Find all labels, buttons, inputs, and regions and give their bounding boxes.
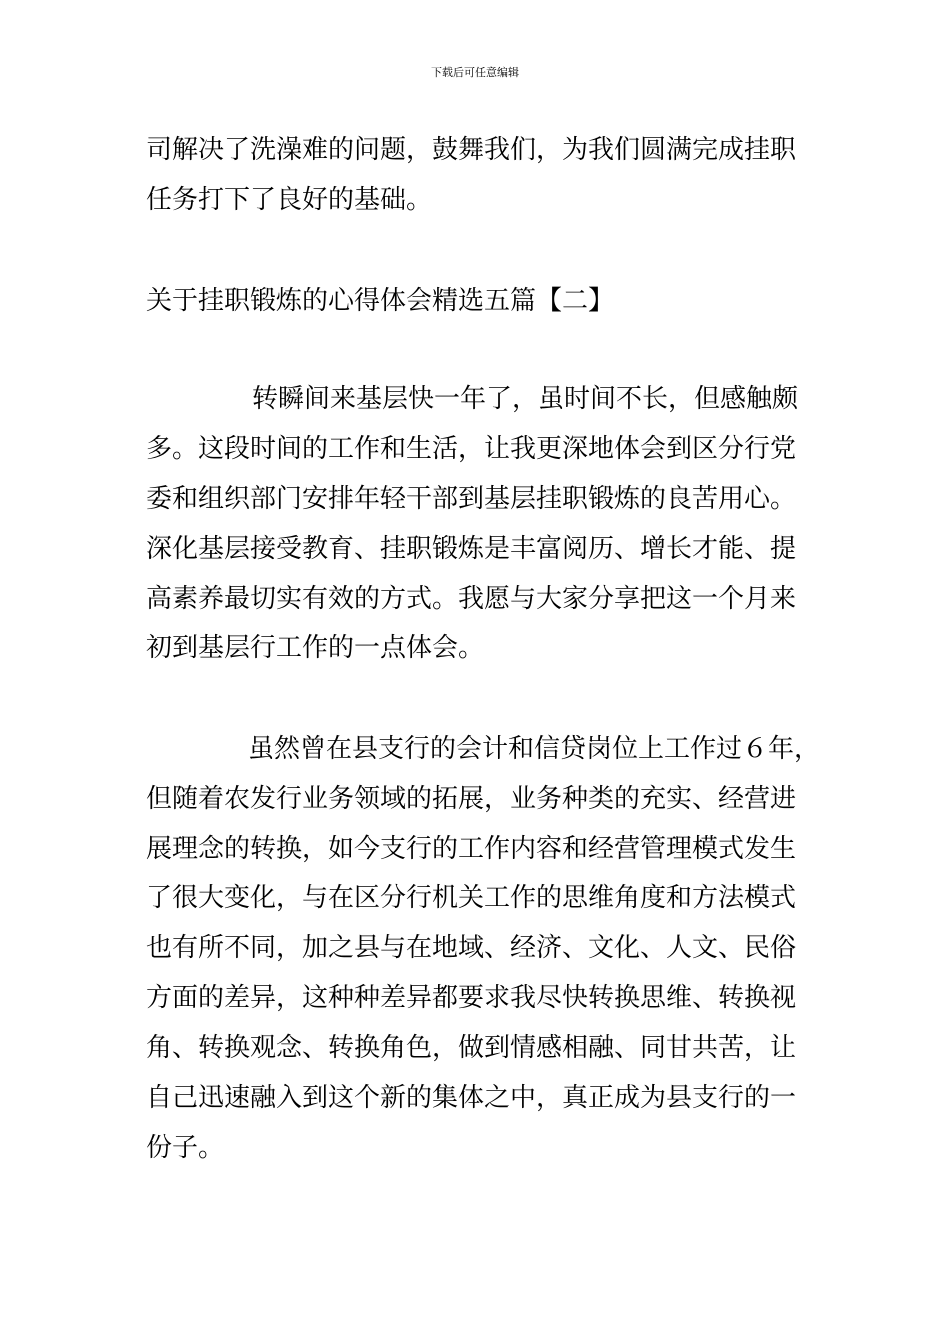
text-line: 也有所不同，加之县与在地域、经济、文化、人文、民俗 bbox=[146, 933, 797, 963]
text-line: 任务打下了良好的基础。 bbox=[146, 185, 433, 215]
header-note: 下载后可任意编辑 bbox=[431, 66, 519, 79]
text-line: 自己迅速融入到这个新的集体之中，真正成为县支行的一 bbox=[146, 1083, 797, 1113]
text-line: 角、转换观念、转换角色，做到情感相融、同甘共苦，让 bbox=[146, 1033, 797, 1063]
text-line: 方面的差异，这种种差异都要求我尽快转换思维、转换视 bbox=[146, 983, 797, 1013]
text-line: 了很大变化，与在区分行机关工作的思维角度和方法模式 bbox=[146, 883, 797, 913]
text-line: 虽然曾在县支行的会计和信贷岗位上工作过６年， bbox=[248, 734, 821, 764]
text-line: 初到基层行工作的一点体会。 bbox=[146, 633, 485, 663]
text-line: 多。这段时间的工作和生活，让我更深地体会到区分行党 bbox=[146, 434, 797, 464]
text-line: 高素养最切实有效的方式。我愿与大家分享把这一个月来 bbox=[146, 584, 797, 614]
text-line: 司解决了洗澡难的问题，鼓舞我们，为我们圆满完成挂职 bbox=[146, 135, 797, 165]
text-line: 但随着农发行业务领域的拓展，业务种类的充实、经营进 bbox=[146, 784, 797, 814]
section-title: 关于挂职锻炼的心得体会精选五篇【二】 bbox=[146, 286, 615, 316]
text-line: 委和组织部门安排年轻干部到基层挂职锻炼的良苦用心。 bbox=[146, 484, 797, 514]
text-line: 转瞬间来基层快一年了，虽时间不长，但感触颇 bbox=[252, 384, 799, 414]
text-line: 深化基层接受教育、挂职锻炼是丰富阅历、增长才能、提 bbox=[146, 534, 797, 564]
text-line: 展理念的转换，如今支行的工作内容和经营管理模式发生 bbox=[146, 834, 797, 864]
text-line: 份子。 bbox=[146, 1133, 225, 1163]
